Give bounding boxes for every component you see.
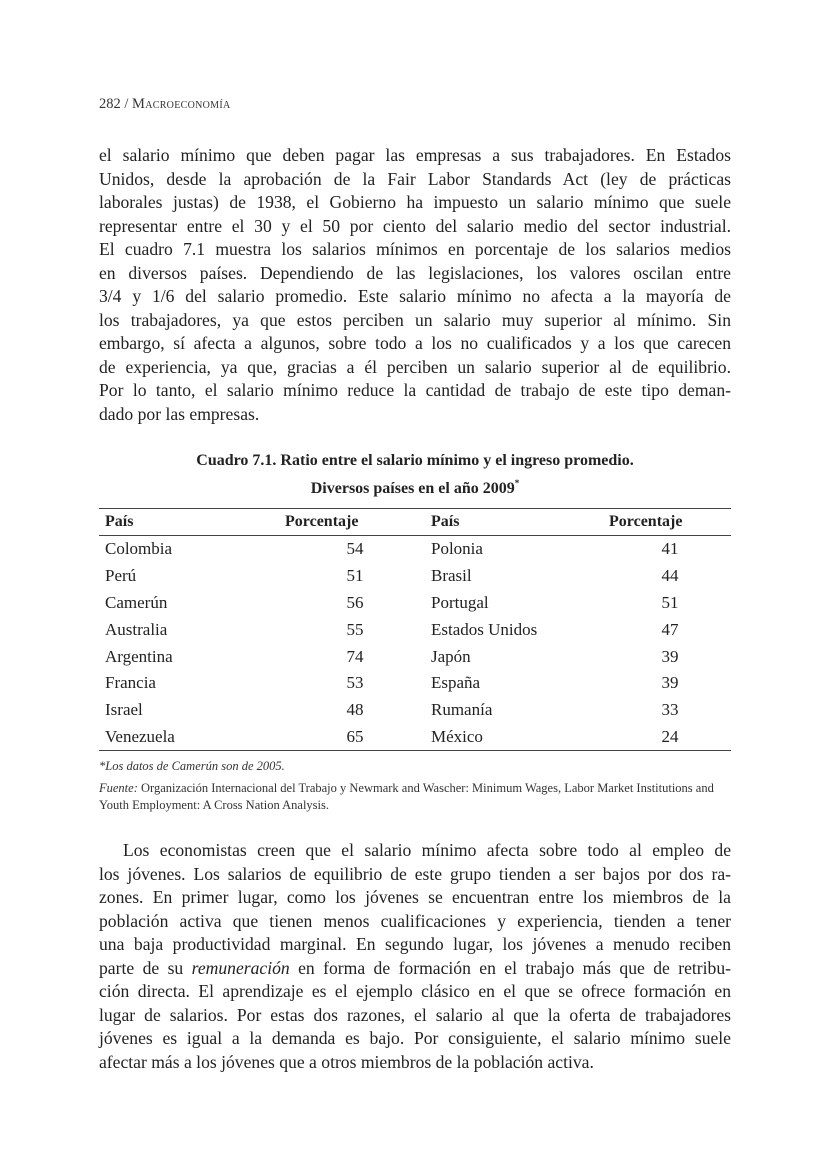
- text-line: 3/4 y 1/6 del salario promedio. Este salario mínimo no afecta a la mayoría de: [99, 286, 731, 306]
- percentage-cell: 74: [346, 646, 364, 666]
- country-cell: Colombia: [105, 539, 173, 559]
- country-cell: Perú: [105, 566, 137, 586]
- table-row: [99, 590, 731, 617]
- book-title: Macroeconomía: [132, 96, 231, 112]
- country-cell: Brasil: [431, 566, 472, 586]
- country-cell: Japón: [431, 646, 471, 666]
- table-row: [99, 563, 731, 590]
- table-header-row: [99, 509, 731, 536]
- country-cell: Venezuela: [99, 724, 285, 751]
- table-row: [99, 643, 731, 670]
- country-cell: Israel: [105, 700, 143, 720]
- text-line: lugar de salarios. Por estas dos razones, el salario al que la oferta de trabajadores: [99, 1004, 731, 1025]
- table-row: [99, 670, 731, 697]
- text-line: población activa que tienen menos cualificaciones y experiencia, tienden a tener: [99, 910, 731, 931]
- source-text: Organización Internacional del Trabajo y Newmark and Wascher: Minimum Wages, Labor Market Institutions and Youth Employment: A Cross Nation Analysis.: [99, 781, 714, 812]
- percentage-cell: 39: [661, 673, 679, 693]
- footnote-marker: *: [514, 478, 520, 488]
- country-cell: México: [425, 724, 609, 751]
- caption-subtitle: Diversos países en el año 2009*: [310, 478, 520, 497]
- country-cell: Camerún: [105, 592, 168, 612]
- table-row: [99, 536, 731, 563]
- country-cell: Polonia: [431, 539, 483, 559]
- country-cell: Portugal: [431, 592, 489, 612]
- text-line: jóvenes es igual a la demanda es bajo. Por consiguiente, el salario mínimo suele: [99, 1028, 731, 1048]
- caption-title: Cuadro 7.1. Ratio entre el salario mínimo y el ingreso promedio.: [196, 452, 634, 469]
- text-line: los trabajadores, ya que estos perciben un salario muy superior al mínimo. Sin: [99, 309, 731, 330]
- percentage-cell: 44: [661, 566, 679, 586]
- percentage-cell: 51: [346, 566, 364, 586]
- text-line: representar entre el 30 y el 50 por ciento del salario medio del sector industrial.: [99, 215, 731, 236]
- column-header-percentage: Porcentaje: [285, 509, 425, 536]
- country-cell: Rumanía: [431, 700, 493, 720]
- country-cell: España: [431, 673, 481, 693]
- table-source: [99, 780, 731, 814]
- percentage-cell: 47: [661, 619, 679, 639]
- column-header-percentage: Porcentaje: [609, 509, 731, 536]
- text-line: en diversos países. Dependiendo de las legislaciones, los valores oscilan entre: [99, 262, 731, 283]
- percentage-cell: 65: [285, 724, 425, 751]
- percentage-cell: 33: [661, 700, 679, 720]
- page-number: 282 /: [99, 96, 133, 112]
- text-line: embargo, sí afecta a algunos, sobre todo a los no cualificados y a los que carecen: [99, 333, 731, 353]
- text-line: de experiencia, ya que, gracias a él perciben un salario superior al de equilibrio.: [99, 356, 731, 377]
- text-line: El cuadro 7.1 muestra los salarios mínimos en porcentaje de los salarios medios: [99, 239, 731, 259]
- country-cell: Argentina: [105, 646, 173, 666]
- paragraph-intro: [99, 144, 731, 426]
- table-row: [99, 724, 731, 751]
- table-row: [99, 697, 731, 724]
- source-label: Fuente:: [99, 781, 138, 795]
- table-row: [99, 616, 731, 643]
- country-cell: Estados Unidos: [431, 619, 538, 639]
- percentage-cell: 56: [346, 592, 364, 612]
- emphasized-term: remuneración: [191, 957, 290, 978]
- column-header-country: País: [425, 509, 609, 536]
- text-line: Los economistas creen que el salario mínimo afecta sobre todo al empleo de: [123, 840, 731, 860]
- text-line: el salario mínimo que deben pagar las empresas a sus trabajadores. En Estados: [99, 145, 731, 165]
- percentage-cell: 51: [661, 592, 679, 612]
- text-line: laborales justas) de 1938, el Gobierno ha impuesto un salario mínimo que suele: [99, 192, 731, 212]
- table-caption: [99, 449, 731, 500]
- text-line: una baja productividad marginal. En segundo lugar, los jóvenes a menudo reciben: [99, 934, 731, 954]
- percentage-cell: 54: [346, 539, 364, 559]
- minimum-wage-table: [99, 508, 731, 751]
- text-line: afectar más a los jóvenes que a otros miembros de la población activa.: [99, 1051, 594, 1072]
- country-cell: Australia: [105, 619, 168, 639]
- text-line: parte de su remuneración en forma de formación en el trabajo más que de retribu-: [99, 957, 731, 978]
- text-line: ción directa. El aprendizaje es el ejemplo clásico en el que se ofrece formación en: [99, 981, 731, 1001]
- percentage-cell: 41: [661, 539, 679, 559]
- country-cell: Francia: [105, 673, 156, 693]
- percentage-cell: 48: [346, 700, 364, 720]
- text-line: dado por las empresas.: [99, 403, 260, 424]
- text-line: zones. En primer lugar, como los jóvenes se encuentran entre los miembros de la: [99, 887, 731, 907]
- percentage-cell: 24: [609, 724, 731, 751]
- paragraph-youth: [99, 839, 731, 1074]
- table-footnote: *Los datos de Camerún son de 2005.: [99, 759, 285, 773]
- percentage-cell: 55: [346, 619, 364, 639]
- text-line: los jóvenes. Los salarios de equilibrio de este grupo tienden a ser bajos por dos ra-: [99, 863, 731, 884]
- text-line: Unidos, desde la aprobación de la Fair Labor Standards Act (ley de prácticas: [99, 168, 731, 189]
- percentage-cell: 53: [346, 673, 364, 693]
- running-header: [99, 96, 231, 113]
- text-line: Por lo tanto, el salario mínimo reduce la cantidad de trabajo de este tipo deman-: [99, 380, 731, 400]
- percentage-cell: 39: [661, 646, 679, 666]
- column-header-country: País: [99, 509, 285, 536]
